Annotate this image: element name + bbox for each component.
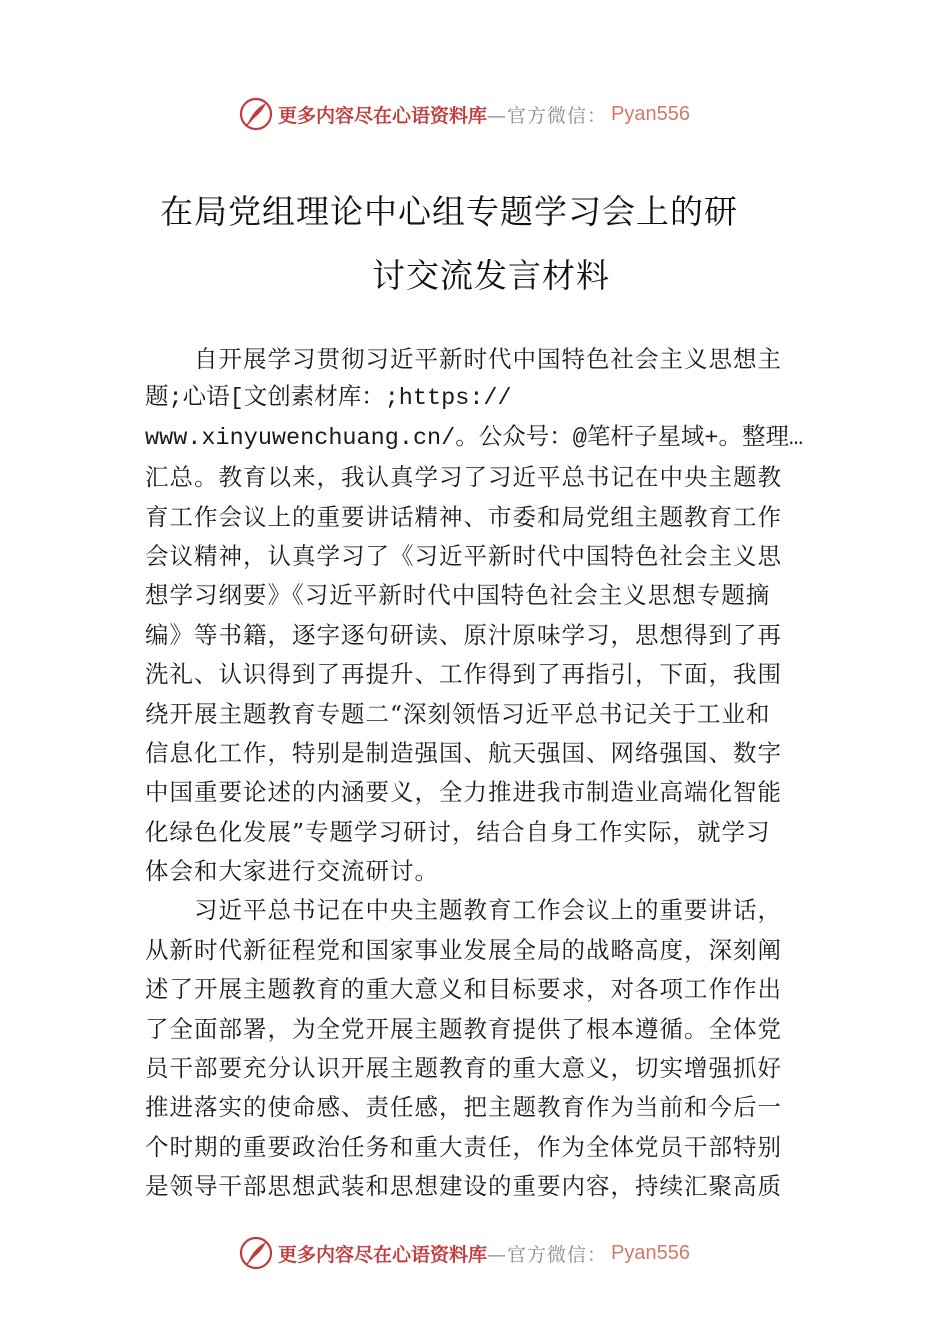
body-line: 是领导干部思想武装和思想建设的重要内容，持续汇聚高质: [145, 1172, 782, 1201]
body-line: 会议精神，认真学习了《习近平新时代中国特色社会主义思: [145, 541, 782, 570]
body-line: 想学习纲要》《习近平新时代中国特色社会主义思想专题摘: [145, 581, 771, 610]
body-line: 个时期的重要政治任务和重大责任，作为全体党员干部特别: [145, 1132, 782, 1161]
feather-logo-icon: [238, 96, 274, 132]
body-line: 汇总。教育以来，我认真学习了习近平总书记在中央主题教: [145, 463, 782, 492]
body-line: 推进落实的使命感、责任感，把主题教育作为当前和今后一: [145, 1093, 782, 1122]
promo-text: 更多内容尽在心语资料库: [278, 104, 488, 127]
body-line: 自开展学习贯彻习近平新时代中国特色社会主义思想主: [145, 345, 782, 373]
body-line: 洗礼、认识得到了再提升、工作得到了再指引，下面，我围: [145, 660, 782, 689]
document-title-line-2: 讨交流发言材料: [372, 256, 610, 295]
document-title-line-1: 在局党组理论中心组专题学习会上的研: [160, 192, 738, 231]
body-line: 习近平总书记在中央主题教育工作会议上的重要讲话，: [145, 896, 782, 925]
body-line: 题;心语[文创素材库：;https://: [145, 385, 512, 413]
body-line: 了全面部署，为全党开展主题教育提供了根本遵循。全体党: [145, 1014, 782, 1043]
wechat-id: Pyan556: [611, 1241, 690, 1264]
body-line: 体会和大家进行交流研讨。: [145, 857, 439, 886]
promo-text: 更多内容尽在心语资料库: [278, 1243, 488, 1266]
wechat-label: —官方微信：: [487, 104, 608, 127]
document-body: [145, 340, 815, 1207]
body-line: 员干部要充分认识开展主题教育的重大意义，切实增强抓好: [145, 1054, 782, 1083]
body-line: 述了开展主题教育的重大意义和目标要求，对各项工作作出: [145, 975, 782, 1004]
feather-logo-icon: [238, 1235, 274, 1271]
header-banner: [238, 94, 758, 134]
wechat-label: —官方微信：: [487, 1243, 608, 1266]
wechat-id: Pyan556: [611, 102, 690, 125]
body-line: 育工作会议上的重要讲话精神、市委和局党组主题教育工作: [145, 502, 782, 531]
body-line: www.xinyuwenchuang.cn/。公众号：@笔杆子星域+。整理…: [145, 424, 804, 452]
body-line: 信息化工作，特别是制造强国、航天强国、网络强国、数字: [145, 738, 782, 767]
body-line: 编》等书籍，逐字逐句研读、原汁原味学习，思想得到了再: [145, 620, 782, 649]
footer-banner: [238, 1233, 758, 1273]
body-line: 绕开展主题教育专题二“深刻领悟习近平总书记关于工业和: [145, 699, 771, 728]
body-line: 化绿色化发展”专题学习研讨，结合自身工作实际，就学习: [145, 817, 771, 846]
body-line: 中国重要论述的内涵要义，全力推进我市制造业高端化智能: [145, 778, 782, 807]
body-line: 从新时代新征程党和国家事业发展全局的战略高度，深刻阐: [145, 935, 782, 964]
